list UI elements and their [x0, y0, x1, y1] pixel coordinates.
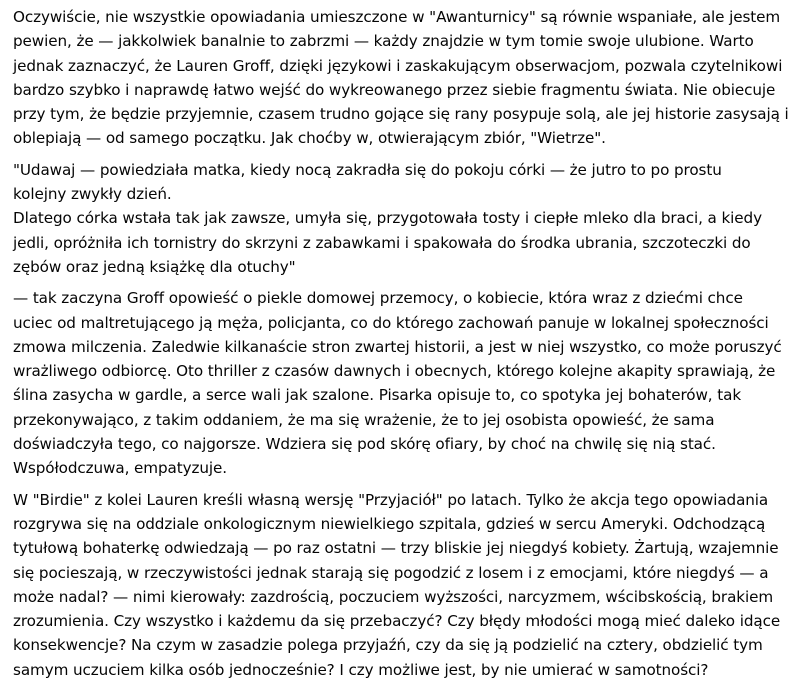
text-line: Dlatego córka wstała tak jak zawsze, umyła się, przygotowała tosty i ciepłe mleko dla braci, a kiedy	[13, 209, 762, 228]
text-line: jednak zaznaczyć, że Lauren Groff, dzięki językowi i zaskakującym obserwacjom, pozwala czytelnikowi	[13, 56, 783, 75]
post-body	[13, 5, 802, 689]
text-line: samym uczuciem kilka osób jednocześnie? I czy możliwe jest, by nie umierać w samotności?	[13, 660, 709, 679]
text-line: przy tym, że będzie przyjemnie, czasem trudno gojące się rany posypuje solą, ale jej historie zasysają i	[13, 105, 789, 124]
text-line: oblepiają — od samego początku. Jak choćby w, otwierającym zbiór, "Wietrze".	[13, 129, 606, 148]
text-line: zębów oraz jedną książkę dla otuchy"	[13, 257, 296, 276]
text-line: zmowa milczenia. Zaledwie kilkanaście stron zwartej historii, a jest w niej wszystko, co może poruszyć	[13, 337, 782, 356]
text-line: konsekwencje? Na czym w zasadzie polega przyjaźń, czy da się ją podzielić na cztery, obdzielić tym	[13, 636, 763, 655]
text-line: zrozumienia. Czy wszystko i każdemu da się przebaczyć? Czy błędy młodości mogą mieć daleko idące	[13, 612, 781, 631]
text-line: wrażliwego odbiorcę. Oto thriller z czasów dawnych i obecnych, którego kolejne akapity sprawiają, że	[13, 362, 776, 381]
text-line: jedli, opróżniła ich tornistry do skrzyni z zabawkami i spakowała do środka ubrania, szczoteczki do	[13, 233, 751, 252]
text-line: — tak zaczyna Groff opowieść o piekle domowej przemocy, o kobiecie, która wraz z dziećmi chce	[13, 289, 743, 308]
text-line: Współodczuwa, empatyzuje.	[13, 459, 227, 478]
text-line: może nadal? — nimi kierowały: zazdrością, poczuciem wyższości, narcyzmem, wścibskością, brakiem	[13, 587, 774, 606]
text-line: ślina zasycha w gardle, a serce wali jak szalone. Pisarka opisuje to, co spotyka jej bohaterów, tak	[13, 386, 742, 405]
text-line: kolejny zwykły dzień.	[13, 185, 172, 204]
text-line: rozgrywa się na oddziale onkologicznym niewielkiego szpitala, gdzieś w sercu Ameryki. Odchodzącą	[13, 514, 766, 533]
paragraph	[13, 488, 802, 682]
text-line: pewien, że — jakkolwiek banalnie to zabrzmi — każdy znajdzie w tym tomie swoje ulubione. Warto	[13, 32, 754, 51]
quote-paragraph	[13, 158, 802, 279]
paragraph	[13, 5, 802, 151]
paragraph	[13, 286, 802, 480]
text-line: Oczywiście, nie wszystkie opowiadania umieszczone w "Awanturnicy" są równie wspaniałe, ale jestem	[13, 8, 781, 26]
text-line: "Udawaj — powiedziała matka, kiedy nocą zakradła się do pokoju córki — że jutro to po prostu	[13, 160, 722, 179]
text-line: W "Birdie" z kolei Lauren kreśli własną wersję "Przyjaciół" po latach. Tylko że akcja tego opowiadania	[13, 490, 769, 509]
text-line: przekonywająco, z takim oddaniem, że ma się wrażenie, że to jej osobista opowieść, że sama	[13, 410, 715, 429]
text-line: się pocieszają, w rzeczywistości jednak starają się pogodzić z losem i z emocjami, które niegdyś — a	[13, 563, 769, 582]
text-line: doświadczyła tego, co najgorsze. Wdziera się pod skórę ofiary, by choć na chwilę się nią stać.	[13, 435, 716, 454]
text-line: tytułową bohaterkę odwiedzają — po raz ostatni — trzy bliskie jej niegdyś kobiety. Żartują, wzajemnie	[13, 539, 779, 558]
text-line: bardzo szybko i naprawdę łatwo wejść do wykreowanego przez siebie fragmentu świata. Nie obiecuje	[13, 80, 776, 99]
text-line: uciec od maltretującego ją męża, policjanta, co do którego zachowań panuje w lokalnej społeczności	[13, 313, 769, 332]
